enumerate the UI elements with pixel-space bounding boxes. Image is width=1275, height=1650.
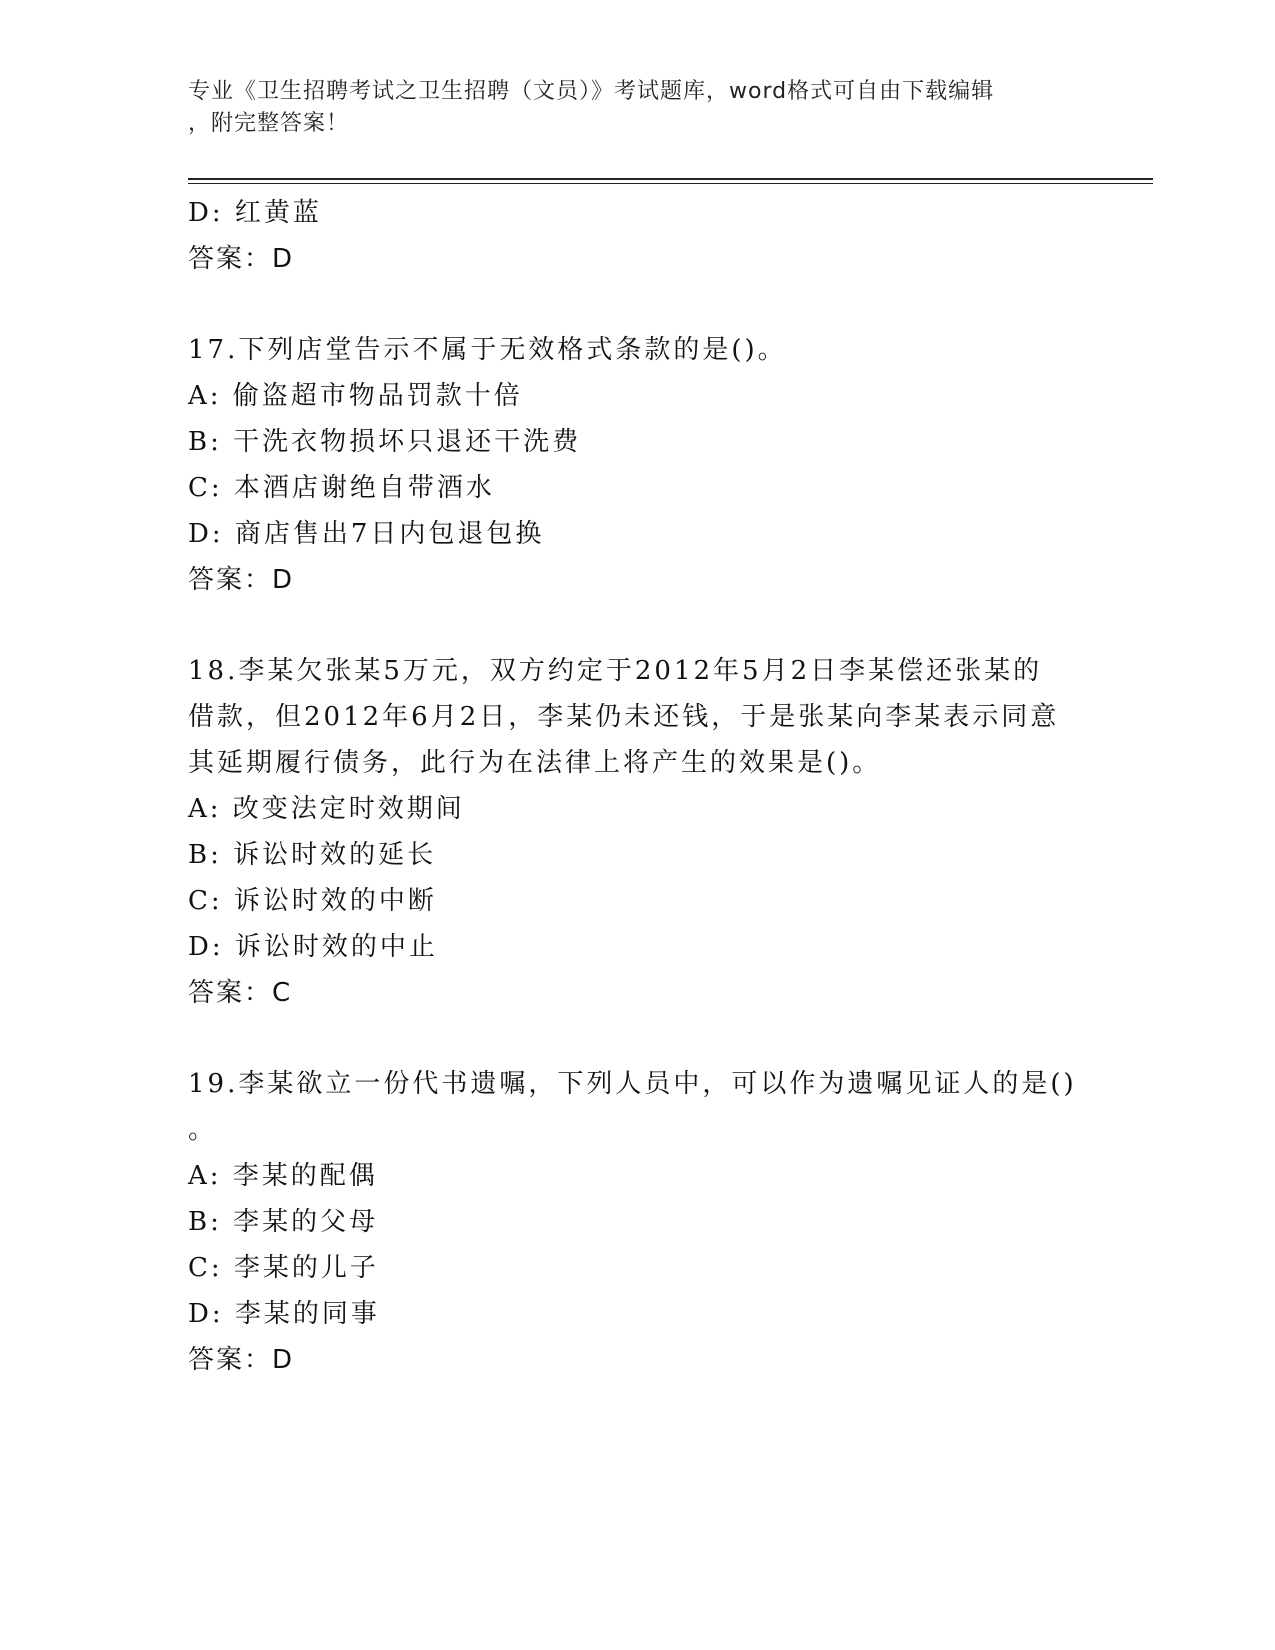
spacer xyxy=(188,282,1088,327)
question-19 xyxy=(188,1061,1088,1383)
option-c: C: 诉讼时效的中断 xyxy=(188,886,437,916)
option-d: D: 红黄蓝 xyxy=(188,198,322,228)
spacer xyxy=(188,603,1088,648)
header-divider-thick xyxy=(188,178,1153,180)
answer-line: 答案：D xyxy=(188,244,295,274)
page-header xyxy=(188,76,1078,140)
header-line-2: ，附完整答案！ xyxy=(188,111,350,136)
answer-line: 答案：C xyxy=(188,978,293,1008)
option-d: D: 商店售出7日内包退包换 xyxy=(188,519,545,549)
option-b: B: 干洗衣物损坏只退还干洗费 xyxy=(188,427,582,457)
question-stem-line-2: 。 xyxy=(188,1115,218,1145)
option-c: C: 本酒店谢绝自带酒水 xyxy=(188,473,495,503)
option-a: A: 改变法定时效期间 xyxy=(188,794,465,824)
answer-line: 答案：D xyxy=(188,565,295,595)
option-b: B: 李某的父母 xyxy=(188,1207,379,1237)
question-17 xyxy=(188,327,1088,603)
question-stem-line-3: 其延期履行债务，此行为在法律上将产生的效果是()。 xyxy=(188,748,882,778)
question-stem: 17.下列店堂告示不属于无效格式条款的是()。 xyxy=(188,335,787,365)
option-a: A: 偷盗超市物品罚款十倍 xyxy=(188,381,523,411)
option-d: D: 诉讼时效的中止 xyxy=(188,932,438,962)
answer-line: 答案：D xyxy=(188,1345,295,1375)
document-body xyxy=(188,190,1088,1383)
question-stem-line-2: 借款，但2012年6月2日，李某仍未还钱，于是张某向李某表示同意 xyxy=(188,702,1060,732)
option-c: C: 李某的儿子 xyxy=(188,1253,379,1283)
question-stem-line-1: 18.李某欠张某5万元，双方约定于2012年5月2日李某偿还张某的 xyxy=(188,656,1043,686)
option-a: A: 李某的配偶 xyxy=(188,1161,378,1191)
option-b: B: 诉讼时效的延长 xyxy=(188,840,437,870)
option-d: D: 李某的同事 xyxy=(188,1299,380,1329)
question-18 xyxy=(188,648,1088,1016)
header-divider-thin xyxy=(188,183,1153,184)
question-stem-line-1: 19.李某欲立一份代书遗嘱，下列人员中，可以作为遗嘱见证人的是() xyxy=(188,1069,1077,1099)
prev-question-tail xyxy=(188,190,1088,282)
header-line-1: 专业《卫生招聘考试之卫生招聘（文员）》考试题库，word格式可自由下载编辑 xyxy=(188,79,995,104)
spacer xyxy=(188,1016,1088,1061)
